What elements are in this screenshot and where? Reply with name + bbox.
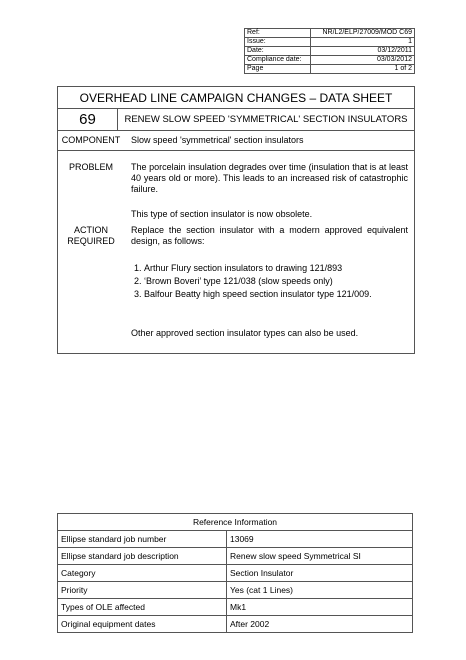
action-list-item: 2. ‘Brown Boveri’ type 121/038 (slow speeds only) xyxy=(144,276,408,287)
ref-label: Date: xyxy=(245,47,311,56)
ref-row xyxy=(245,29,415,38)
ref-info-label: Types of OLE affected xyxy=(58,599,227,616)
data-sheet-box xyxy=(57,86,415,354)
action-label xyxy=(58,225,124,247)
ref-info-label: Ellipse standard job description xyxy=(58,548,227,565)
ref-info-label: Ellipse standard job number xyxy=(58,531,227,548)
sheet-title: OVERHEAD LINE CAMPAIGN CHANGES – DATA SHEET xyxy=(58,87,414,109)
action-intro: Replace the section insulator with a modern approved equivalent design, as follows: xyxy=(131,225,408,246)
table-row xyxy=(58,582,413,599)
sheet-number: 69 xyxy=(58,109,118,130)
reference-information-header: Reference Information xyxy=(58,514,413,531)
component-text: Slow speed 'symmetrical' section insulators xyxy=(131,135,304,145)
ref-row xyxy=(245,56,415,65)
ref-value: 03/12/2011 xyxy=(310,47,414,56)
table-row xyxy=(58,616,413,633)
ref-label: Issue: xyxy=(245,38,311,47)
ref-info-value: 13069 xyxy=(227,531,413,548)
ref-value: 03/03/2012 xyxy=(310,56,414,65)
ref-label: Ref: xyxy=(245,29,311,38)
ref-info-value: Renew slow speed Symmetrical SI xyxy=(227,548,413,565)
problem-text-obsolete: This type of section insulator is now obsolete. xyxy=(131,209,313,219)
sheet-heading: RENEW SLOW SPEED 'SYMMETRICAL' SECTION INSULATORS xyxy=(124,114,408,125)
action-list xyxy=(131,263,408,302)
action-label-line2: REQUIRED xyxy=(67,236,115,246)
ref-info-value: Yes (cat 1 Lines) xyxy=(227,582,413,599)
document-reference-table xyxy=(244,28,415,74)
table-row xyxy=(58,531,413,548)
ref-info-label: Category xyxy=(58,565,227,582)
table-row xyxy=(58,565,413,582)
sheet-number-row xyxy=(58,109,414,131)
ref-info-value: After 2002 xyxy=(227,616,413,633)
ref-info-value: Section Insulator xyxy=(227,565,413,582)
ref-info-label: Original equipment dates xyxy=(58,616,227,633)
ref-info-label: Priority xyxy=(58,582,227,599)
problem-text: The porcelain insulation degrades over time (insulation that is at least 40 years old or more). This leads to an increased risk of catastrophic failure. xyxy=(131,162,408,194)
component-row xyxy=(58,131,414,151)
ref-label: Compliance date: xyxy=(245,56,311,65)
ref-value: 1 of 2 xyxy=(310,65,414,74)
ref-label: Page xyxy=(245,65,311,74)
action-footer: Other approved section insulator types can also be used. xyxy=(131,328,359,338)
ref-value: 1 xyxy=(310,38,414,47)
problem-label: PROBLEM xyxy=(68,162,113,172)
table-row xyxy=(58,599,413,616)
ref-info-value: Mk1 xyxy=(227,599,413,616)
ref-row xyxy=(245,38,415,47)
table-row xyxy=(58,548,413,565)
ref-row xyxy=(245,65,415,74)
ref-row xyxy=(245,47,415,56)
component-label: COMPONENT xyxy=(61,135,121,145)
reference-information-table xyxy=(57,513,413,633)
action-label-line1: ACTION xyxy=(73,225,108,235)
action-list-item: 1. Arthur Flury section insulators to drawing 121/893 xyxy=(144,263,408,274)
action-list-item: 3. Balfour Beatty high speed section insulator type 121/009. xyxy=(144,289,408,300)
ref-value: NR/L2/ELP/27009/MOD C69 xyxy=(310,29,414,38)
